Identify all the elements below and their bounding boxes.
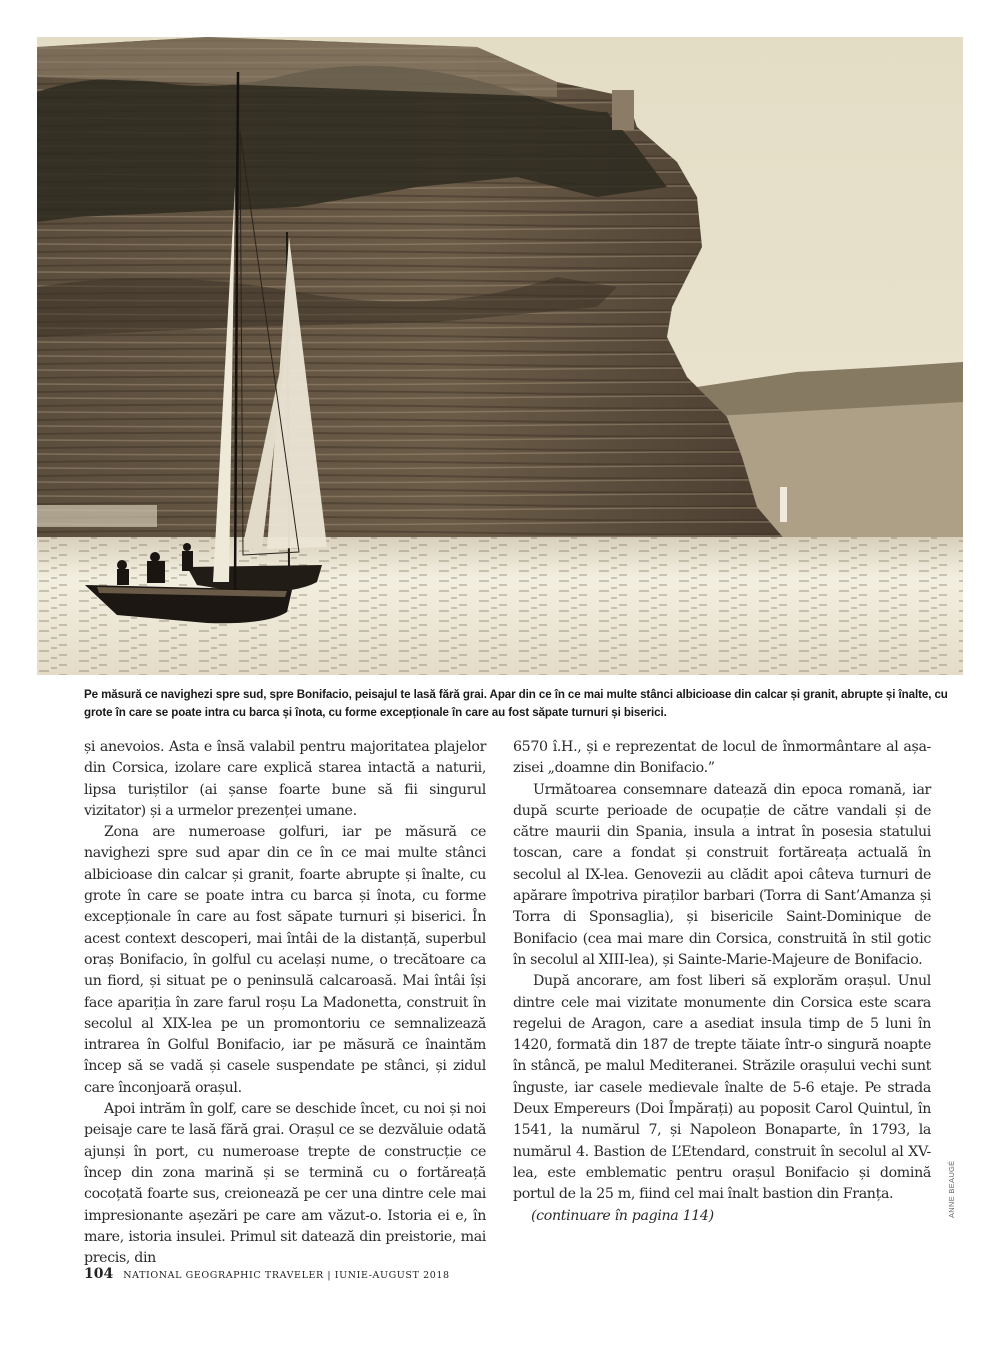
photo-caption: Pe măsură ce navighezi spre sud, spre Bonifacio, peisajul te lasă fără grai. Apar din ce în ce mai multe stânci albicioase din calcar și granit, abrupte și înalte, cu grote în care se poate intra cu barca și înota, cu forme excepționale în care au fost săpate turnuri și biserici. xyxy=(84,688,948,719)
hero-photo xyxy=(37,37,963,675)
bonifacio-cliffs-sailboats-image xyxy=(37,37,963,675)
page-number: 104 xyxy=(84,1266,114,1282)
publication-line: NATIONAL GEOGRAPHIC TRAVELER | IUNIE-AUGUST 2018 xyxy=(123,1270,450,1281)
continuation-link[interactable]: (continuare în pagina 114) xyxy=(531,1207,714,1224)
article-paragraph: Apoi intrăm în golf, care se deschide încet, cu noi și noi peisaje care te lasă fără grai. Orașul ce se dezvăluie odată ajunși în port, cu numeroase trepte de construcție ce încep din zona marină și se termină cu o fortăreață cocoțată foarte sus, creionează pe cer una dintre cele mai impresionante așezări pe care am văzut-o. Istoria ei e, în mare, istoria insulei. Primul sit datează din preistorie, mai precis, din xyxy=(84,1101,486,1267)
photo-credit: ANNE BEAUGÉ xyxy=(947,1160,956,1218)
article-column-left xyxy=(84,737,486,1269)
article-paragraph: Următoarea consemnare datează din epoca romană, iar după scurte perioade de ocupație de către vandali și de către maurii din Spania, insula a intrat în posesia statului toscan, care a fondat și construit fortăreața actuală în secolul al IX-lea. Genovezii au clădit apoi câteva turnuri de apărare împotriva piraților barbari (Torra di Sant’Amanza și Torra di Sponsaglia), și bisericile Saint-Dominique de Bonifacio (cea mai mare din Corsica, construită în stil gotic în secolul al XIII-lea), și Sainte-Marie-Majeure de Bonifacio. xyxy=(513,781,931,968)
page-footer xyxy=(84,1266,450,1282)
article-paragraph: După ancorare, am fost liberi să explorăm orașul. Unul dintre cele mai vizitate monumente din Corsica este scara regelui de Aragon, care a asediat insula timp de 5 luni în 1420, formată din 187 de trepte tăiate într-o singură noapte în stâncă, pe malul Mediteranei. Străzile orașului vechi sunt înguste, iar casele medievale înalte de 5-6 etaje. Pe strada Deux Empereurs (Doi Împărați) au poposit Carol Quintul, în 1541, la numărul 7, și Napoleon Bonaparte, în 1793, la numărul 4. Bastion de L’Etendard, construit în secolul al XV-lea, este emblematic pentru orașul Bonifacio și domină portul de la 25 m, fiind cel mai înalt bastion din Franța. xyxy=(513,973,931,1203)
article-column-right xyxy=(513,737,931,1227)
article-paragraph: Zona are numeroase golfuri, iar pe măsură ce navighezi spre sud apar din ce în ce mai multe stânci albicioase din calcar și granit, foarte abrupte și înalte, cu grote în care se poate intra cu barca și înota, cu forme excepționale în care au fost săpate turnuri și biserici. În acest context descoperi, mai întâi de la distanță, superbul oraș Bonifacio, în golful cu același nume, o trecătoare ca un fiord, și situat pe o peninsulă calcaroasă. Mai întâi își face apariția în zare farul roșu La Madonetta, construit în secolul al XIX-lea pe un promontoriu ce semnalizează intrarea în Golful Bonifacio, iar pe măsură ce înaintăm încep să se vadă și casele suspendate pe stânci, și zidul care înconjoară orașul. xyxy=(84,824,486,1096)
article-paragraph: și anevoios. Asta e însă valabil pentru majoritatea plajelor din Corsica, izolare care explică starea intactă a naturii, lipsa turiștilor (ai șanse foarte bune să fii singurul vizitator) și a urmelor prezenței umane. xyxy=(84,739,486,819)
article-paragraph: 6570 î.H., și e reprezentat de locul de înmormântare al așa-zisei „doamne din Bonifacio.” xyxy=(513,739,931,777)
